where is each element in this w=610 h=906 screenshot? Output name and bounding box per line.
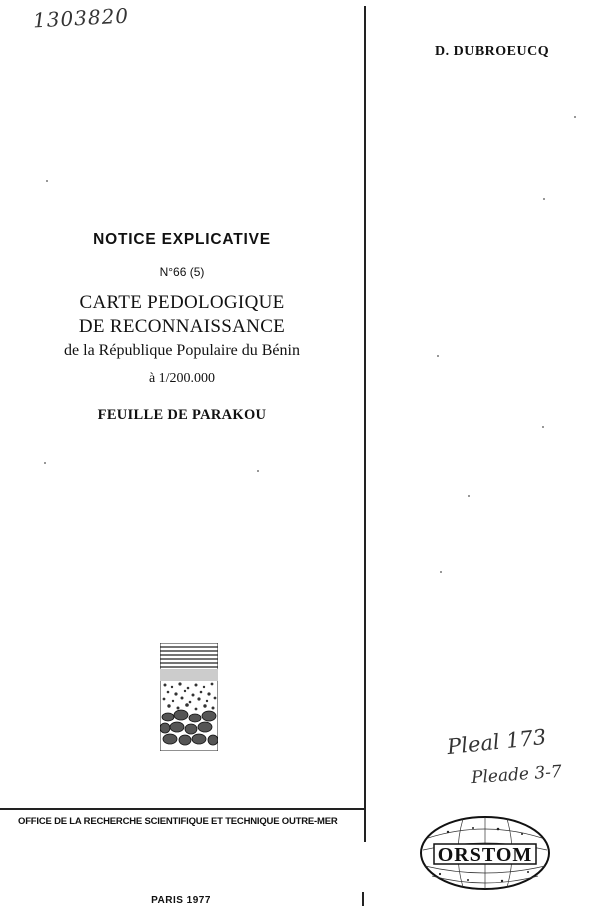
country-line: de la République Populaire du Bénin bbox=[64, 342, 300, 359]
map-scale: à 1/200.000 bbox=[148, 371, 216, 386]
scan-speck bbox=[440, 571, 442, 573]
handwritten-reference: 1303820 bbox=[32, 3, 130, 33]
logo-text: ORSTOM bbox=[437, 844, 533, 866]
handwritten-note-2: Pleade 3-7 bbox=[470, 761, 563, 789]
scan-speck bbox=[542, 426, 544, 428]
notice-title: NOTICE EXPLICATIVE bbox=[93, 231, 271, 248]
vertical-divider-bottom bbox=[362, 892, 364, 906]
scan-speck bbox=[543, 198, 545, 200]
author-name: D. DUBROEUCQ bbox=[435, 44, 550, 59]
notice-number: N°66 (5) bbox=[159, 265, 205, 279]
handwritten-note-1: Pleal 173 bbox=[446, 724, 548, 760]
vertical-divider bbox=[364, 6, 366, 842]
scan-speck bbox=[437, 355, 439, 357]
map-title-line2: DE RECONNAISSANCE bbox=[78, 316, 286, 337]
orstom-logo bbox=[418, 814, 552, 892]
scan-speck bbox=[257, 470, 259, 472]
map-title-line1: CARTE PEDOLOGIQUE bbox=[79, 292, 285, 313]
sheet-name: FEUILLE DE PARAKOU bbox=[97, 407, 267, 423]
publication-place-year: PARIS 1977 bbox=[151, 895, 211, 906]
scan-speck bbox=[46, 180, 48, 182]
scan-speck bbox=[44, 462, 46, 464]
scan-speck bbox=[468, 495, 470, 497]
scan-speck bbox=[574, 116, 576, 118]
soil-profile-illustration bbox=[160, 643, 218, 751]
horizontal-divider bbox=[0, 808, 364, 810]
publisher-office: OFFICE DE LA RECHERCHE SCIENTIFIQUE ET TECHNIQUE OUTRE-MER bbox=[18, 816, 338, 827]
